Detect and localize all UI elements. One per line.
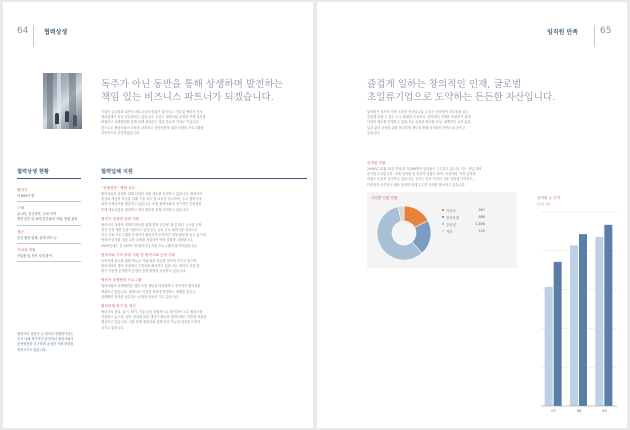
sidebar-list	[17, 184, 81, 262]
right-headline: 즐겁게 일하는 창의적인 인재, 글로벌 초일류기업으로 도약하는 든든한 자산입니다.	[367, 79, 556, 103]
bar-chart	[535, 206, 619, 428]
bar-tick-label: 08	[576, 409, 582, 413]
sidebar-text: 생산 본부 및 판매 본부와의 지원, 통합 관리	[17, 217, 78, 222]
pie-legend-item: 자동차 567	[442, 208, 488, 212]
sidebar-label: 가치관 정립	[17, 247, 36, 252]
bar-07-1	[554, 262, 562, 406]
bar-tick-label: 09	[602, 409, 607, 413]
pie-legend-item: 중공업 1,896	[442, 222, 488, 226]
sidebar-label: 제공	[17, 229, 24, 234]
right-body: 2009년 12월 31일 현재 총 3,269명의 임직원이 근무하고 있으며, 이는 전년 대비 증가한 수치입니다. 전체 임직원 중 정규직 비율은 97% 이상이며, 여성 임직원 비율도 꾸준히 증가하고 있습니다. 우리는 지역 사회의 고용 창출에 기여하고, 다양성을 존중하는 채용 문화를 통해 우수한 인재를 확보하고 있습니다.	[367, 167, 482, 187]
page-number: 64	[17, 26, 29, 36]
sidebar-text: 사업장 및 지역 사회 참여	[17, 253, 52, 258]
bar-chart-unit: (단위: 명)	[537, 202, 550, 206]
left-headline: 독주가 아닌 동반을 통해 상생하며 발전하는 책임 있는 비즈니스 파트너가 되겠습니다.	[101, 79, 284, 103]
pie-chart-title: 사업별 인원 현황	[371, 196, 398, 200]
pie-chart-panel	[367, 192, 517, 268]
bar-chart-panel	[535, 192, 619, 428]
sidebar-rule	[17, 178, 81, 179]
right-intro: 임직원은 회사의 가장 소중한 자산입니다. 우리는 임직원이 자부심을 갖고 즐겁게 일할 수 있는 근무 환경을 조성하고, 창의적인 인재를 육성하기 위해 다양한 제도를 운영하고 있습니다. 공정한 평가와 보상, 체계적인 교육 훈련, 일과 삶의 균형을 위한 복리후생 제도를 통해 임직원의 만족도를 높이고 있습니다.	[367, 110, 472, 135]
sidebar-text: 약 600여 명	[17, 194, 35, 198]
bar-chart-title: 임직원 수 추이	[537, 196, 561, 200]
sidebar-text: 신규 협력 업체, 관계 회사 등	[17, 235, 57, 240]
section-title: 협력상생	[44, 29, 68, 36]
legend-swatch	[442, 216, 444, 218]
right-page	[317, 2, 627, 428]
sidebar-note: 협력사의 성장이 곧 회사의 경쟁력이라는 인식 아래 장기적인 관점에서 협력사와의 동반성장을 추구하며 공정한 거래 문화를 정착시키고 있습니다.	[17, 332, 74, 352]
bar-07-0	[545, 287, 553, 406]
left-page	[3, 2, 313, 428]
sidebar-label: 협력사	[17, 188, 28, 192]
subsection-title: 협력사와 가치 창출 지원 및 협력사와 공정 거래	[101, 252, 175, 257]
left-intro: 기업이 글로벌화 되면서 파트너들의 범위가 넓어지고 기업 및 협력사 간의 협력관계가 더욱 중요해지고 있습니다. 우리는 협력사와 공정한 거래 질서를 확립하고 상생협력을 통해 함께 성장하는 것을 중요한 가치로 여깁니다. 앞으로도 협력사와의 소통을 강화하고 동반성장을 위한 다양한 프로그램을 지속적으로 추진하겠습니다.	[101, 110, 206, 135]
page-number: 65	[600, 26, 612, 36]
subsection-body: 협력사와의 상생협력을 위한 소통 채널을 다양화하고 정기적인 협의회를 개최하고 있습니다. 협력사의 의견을 경영에 반영하는 체계를 갖추고, 상생협력 성과를 공유하는 문화를 만들어 가고 있습니다.	[101, 284, 201, 299]
subsection-body: 협력사와의 상생을 위해 다양한 지원 제도를 운영하고 있습니다. 협력사의 품질과 생산성 향상을 위해 기술 지도 및 교육을 실시하며, 우수 협력사에 대한 인센티브를 제공하고 있습니다. 또한 협력사와의 정기적인 간담회를 통해 애로사항을 청취하고 개선 방안을 함께 모색하고 있습니다.	[101, 192, 203, 212]
sidebar-text: 유니티, 중국지역, 국내 지역	[17, 212, 56, 217]
pie-chart	[375, 204, 433, 262]
sidebar-label: 구매	[17, 206, 24, 211]
subsection-title: 협력사 상생협력 프로그램	[101, 278, 142, 283]
pie-legend-item: 기타 120	[442, 229, 488, 233]
legend-swatch	[442, 230, 444, 232]
subsection-body: 공정거래 준수를 위해 하도급 거래 관련 법규를 철저히 지키고 있으며, 협력사와의 계약 과정에서 투명성을 확보하고 있습니다. 협력사 선정 및 평가 기준을 공개하여 공정한 경쟁 환경을 조성하고 있습니다.	[101, 258, 200, 274]
header-divider	[33, 25, 34, 47]
section-title: 임직원 만족	[547, 29, 579, 36]
handshake-photo	[43, 73, 82, 129]
bar-tick-label: 07	[551, 409, 556, 413]
sidebar-heading: 협력상생 현황	[17, 169, 49, 175]
subsection-body: 협력사의 자생적 경쟁력 확보를 위해 경영 컨설팅, 품질 관리 시스템 구축, 생산 공정 개선 등을 지원하고 있습니다. 특히 중소 협력사를 대상으로 자금 지원 프로그램을 운영하여 협력사의 안정적인 경영 활동을 돕고 있으며, 협력사 임직원 대상 교육 과정을 개설하여 역량 강화를 지원합니다. 2009년에는 총 120여 개 협력사가 지원 프로그램에 참여하였습니다.	[101, 222, 207, 248]
subsection-title: 임직원 현황	[367, 161, 386, 165]
pie-legend-item: 전자부품 686	[442, 215, 488, 219]
subsection-title: 협력사 경쟁력 강화 지원	[101, 216, 140, 221]
bar-09-1	[604, 225, 612, 406]
bar-08-1	[579, 234, 587, 406]
legend-swatch	[442, 209, 444, 211]
bar-08-0	[570, 245, 578, 406]
main-body	[101, 182, 307, 331]
legend-swatch	[442, 223, 444, 225]
subsection-body: 협력사의 품질, 납기, 원가, 기술 등을 종합적으로 평가하여 우수 협력사를 선정하고 있으며, 평가 결과에 따라 개선이 필요한 협력사에는 맞춤형 지원을 제공하고 있습니다. 이를 통해 협력사와 함께 지속 가능한 성장을 이루어 나가고 있습니다.	[101, 310, 207, 330]
main-rule	[101, 178, 307, 179]
main-heading: 협력업체 지원	[101, 169, 133, 175]
subsection-title: 협력업체 평가 및 개선	[101, 304, 136, 309]
subsection-title: “상생경영” 체제 실천	[101, 186, 135, 190]
header-divider	[594, 25, 595, 47]
bar-09-0	[595, 237, 603, 406]
